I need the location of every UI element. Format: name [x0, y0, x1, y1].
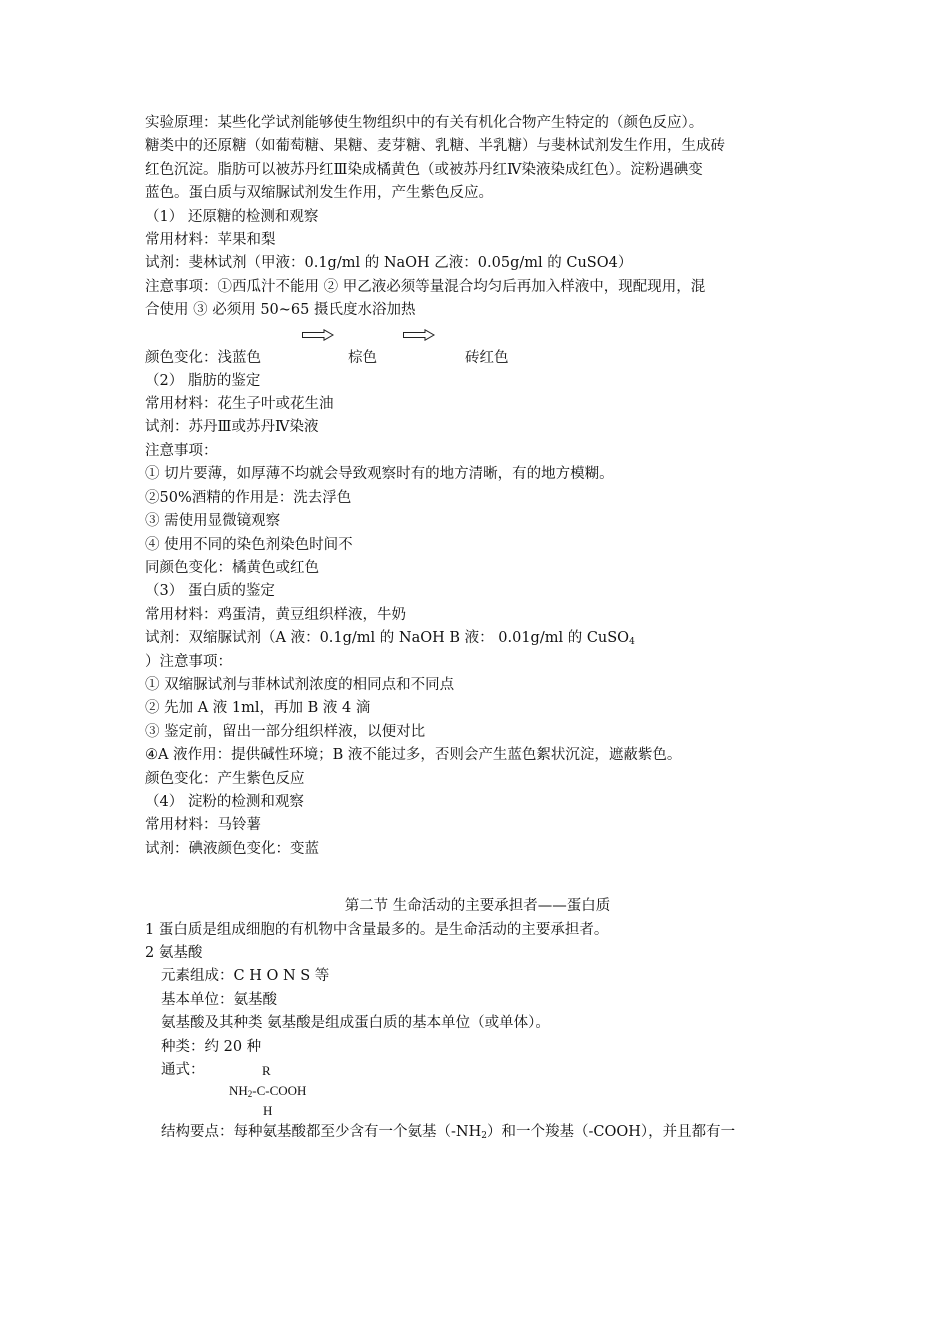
color-change-row	[145, 347, 810, 370]
subheading-starch: （4） 淀粉的检测和观察	[145, 793, 304, 810]
section-title: 第二节 生命活动的主要承担者——蛋白质	[344, 898, 611, 915]
color-brown: 棕色	[348, 349, 377, 366]
text-line: ③ 鉴定前，留出一部分组织样液，以便对比	[145, 723, 426, 740]
text-line: 蓝色。蛋白质与双缩脲试剂发生作用，产生紫色反应。	[145, 185, 493, 202]
principle-block	[145, 112, 810, 323]
text-line: ① 双缩脲试剂与菲林试剂浓度的相同点和不同点	[145, 676, 455, 693]
text-line: 常用材料：苹果和梨	[145, 232, 276, 249]
text-line: 注意事项：①西瓜汁不能用 ② 甲乙液必须等量混合均匀后再加入样液中，现配现用，混	[145, 278, 706, 295]
structure-line: 结构要点：每种氨基酸都至少含有一个氨基$(-NH_2)$和一个羧基（-COOH），并且都有一	[161, 1124, 736, 1142]
text-line: 常用材料：鸡蛋清，黄豆组织样液，牛奶	[145, 606, 406, 623]
text-line: ②50%酒精的作用是：洗去浮色	[145, 489, 352, 506]
fat-protein-block	[145, 370, 810, 862]
text-line: 注意事项：	[145, 442, 218, 459]
text-line: ② 先加 A 液 1ml，再加 B 液 4 滴	[145, 700, 371, 717]
text-line: 2 氨基酸	[145, 945, 203, 961]
color-brick-red: 砖红色	[465, 349, 509, 366]
text-line: 试剂：碘液颜色变化：变蓝	[145, 840, 319, 857]
text-line: 常用材料：花生子叶或花生油	[145, 396, 334, 413]
text-line: 元素组成：C H O N S 等	[161, 968, 330, 985]
text-line: 氨基酸及其种类 氨基酸是组成蛋白质的基本单位（或单体）。	[161, 1015, 550, 1032]
subscript: 4	[629, 637, 635, 648]
text-line: 实验原理：某些化学试剂能够使生物组织中的有关有机化合物产生特定的（颜色反应）。	[145, 115, 704, 131]
text-line: ① 切片要薄，如厚薄不均就会导致观察时有的地方清晰，有的地方模糊。	[145, 466, 614, 483]
text-line: ④A 液作用：提供碱性环境；B 液不能过多，否则会产生蓝色絮状沉淀，遮蔽紫色。	[145, 747, 682, 764]
right-arrow-icon	[302, 329, 334, 341]
text-line: ）注意事项：	[145, 653, 232, 670]
text-line: 糖类中的还原糖（如葡萄糖、果糖、麦芽糖、乳糖、半乳糖）与斐林试剂发生作用，生成砖	[145, 138, 725, 155]
text-line: 红色沉淀。脂肪可以被苏丹红Ⅲ染成橘黄色（或被苏丹红Ⅳ染液染成红色）。淀粉遇碘变	[145, 161, 703, 178]
color-change-label: 颜色变化：浅蓝色	[145, 349, 261, 366]
formula-r-group: R	[262, 1063, 271, 1079]
formula-label: 通式：	[161, 1062, 205, 1079]
right-arrow-icon	[403, 329, 435, 341]
text-line: 1 蛋白质是组成细胞的有机物中含量最多的。是生命活动的主要承担者。	[145, 921, 609, 938]
subheading-protein: （3） 蛋白质的鉴定	[145, 583, 275, 600]
text-line: ④ 使用不同的染色剂染色时间不	[145, 536, 353, 553]
text-line: 合使用 ③ 必须用 50~65 摄氏度水浴加热	[145, 302, 416, 319]
text-line: 试剂：苏丹Ⅲ或苏丹Ⅳ染液	[145, 419, 319, 436]
reagent-line	[145, 627, 810, 650]
reagent-text: 试剂：双缩脲试剂（A 液：0.1g/ml 的 NaOH B 液： 0.01g/ml 的 CuSO	[145, 630, 630, 647]
text-line: 试剂：斐林试剂（甲液：0.1g/ml 的 NaOH 乙液：0.05g/ml 的 CuSO4）	[145, 255, 633, 272]
formula-h: H	[263, 1103, 273, 1119]
text-line: 同颜色变化：橘黄色或红色	[145, 559, 319, 576]
text-line: ③ 需使用显微镜观察	[145, 513, 281, 530]
subheading-reducing-sugar: （1） 还原糖的检测和观察	[145, 208, 319, 225]
text-line: 常用材料：马铃薯	[145, 817, 261, 834]
text-line: 颜色变化：产生紫色反应	[145, 770, 305, 787]
document-body	[145, 112, 810, 1144]
formula-main: $NH_2-C$-COOH	[229, 1083, 307, 1100]
amino-acid-formula	[145, 1059, 810, 1121]
text-line: 基本单位：氨基酸	[161, 991, 277, 1008]
arrow-row	[145, 323, 810, 347]
subheading-fat: （2） 脂肪的鉴定	[145, 372, 261, 389]
text-line: 种类：约 20 种	[161, 1038, 262, 1055]
